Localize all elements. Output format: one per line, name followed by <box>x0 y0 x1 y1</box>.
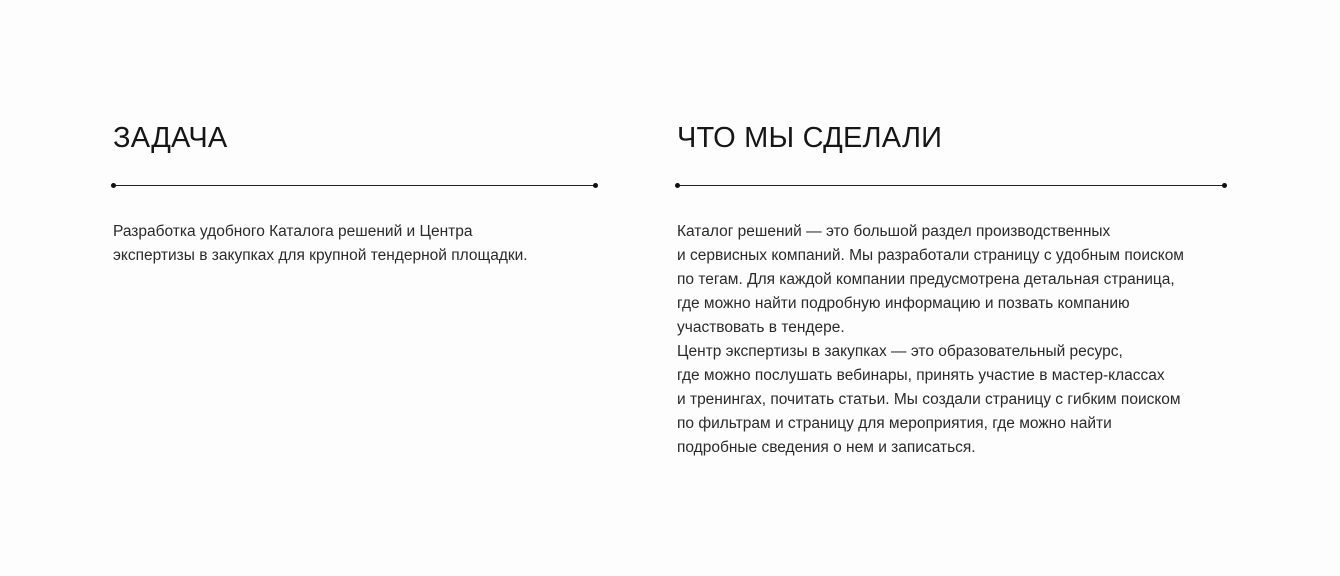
done-line: по фильтрам и страницу для мероприятия, где можно найти <box>677 415 1112 432</box>
done-line: и тренингах, почитать статьи. Мы создали страницу с гибким поиском <box>677 391 1181 408</box>
done-line: Каталог решений — это большой раздел производственных <box>677 223 1111 240</box>
divider-end-dot <box>593 183 598 188</box>
done-line: где можно послушать вебинары, принять участие в мастер-классах <box>677 367 1165 384</box>
task-line: Разработка удобного Каталога решений и Центра <box>113 223 473 240</box>
done-description <box>677 220 1184 460</box>
done-line: где можно найти подробную информацию и позвать компанию <box>677 295 1130 312</box>
divider-start-dot <box>111 183 116 188</box>
task-title: ЗАДАЧА <box>113 122 228 154</box>
task-divider <box>113 185 596 186</box>
done-line: Центр экспертизы в закупках — это образовательный ресурс, <box>677 343 1123 360</box>
done-line: и сервисных компаний. Мы разработали страницу с удобным поиском <box>677 247 1184 264</box>
divider-start-dot <box>675 183 680 188</box>
done-line: подробные сведения о нем и записаться. <box>677 439 976 456</box>
divider-end-dot <box>1222 183 1227 188</box>
done-divider <box>677 185 1225 186</box>
done-line: по тегам. Для каждой компании предусмотрена детальная страница, <box>677 271 1175 288</box>
task-description <box>113 220 528 268</box>
task-line: экспертизы в закупках для крупной тендерной площадки. <box>113 247 528 264</box>
done-line: участвовать в тендере. <box>677 319 845 336</box>
done-title: ЧТО МЫ СДЕЛАЛИ <box>677 122 943 154</box>
